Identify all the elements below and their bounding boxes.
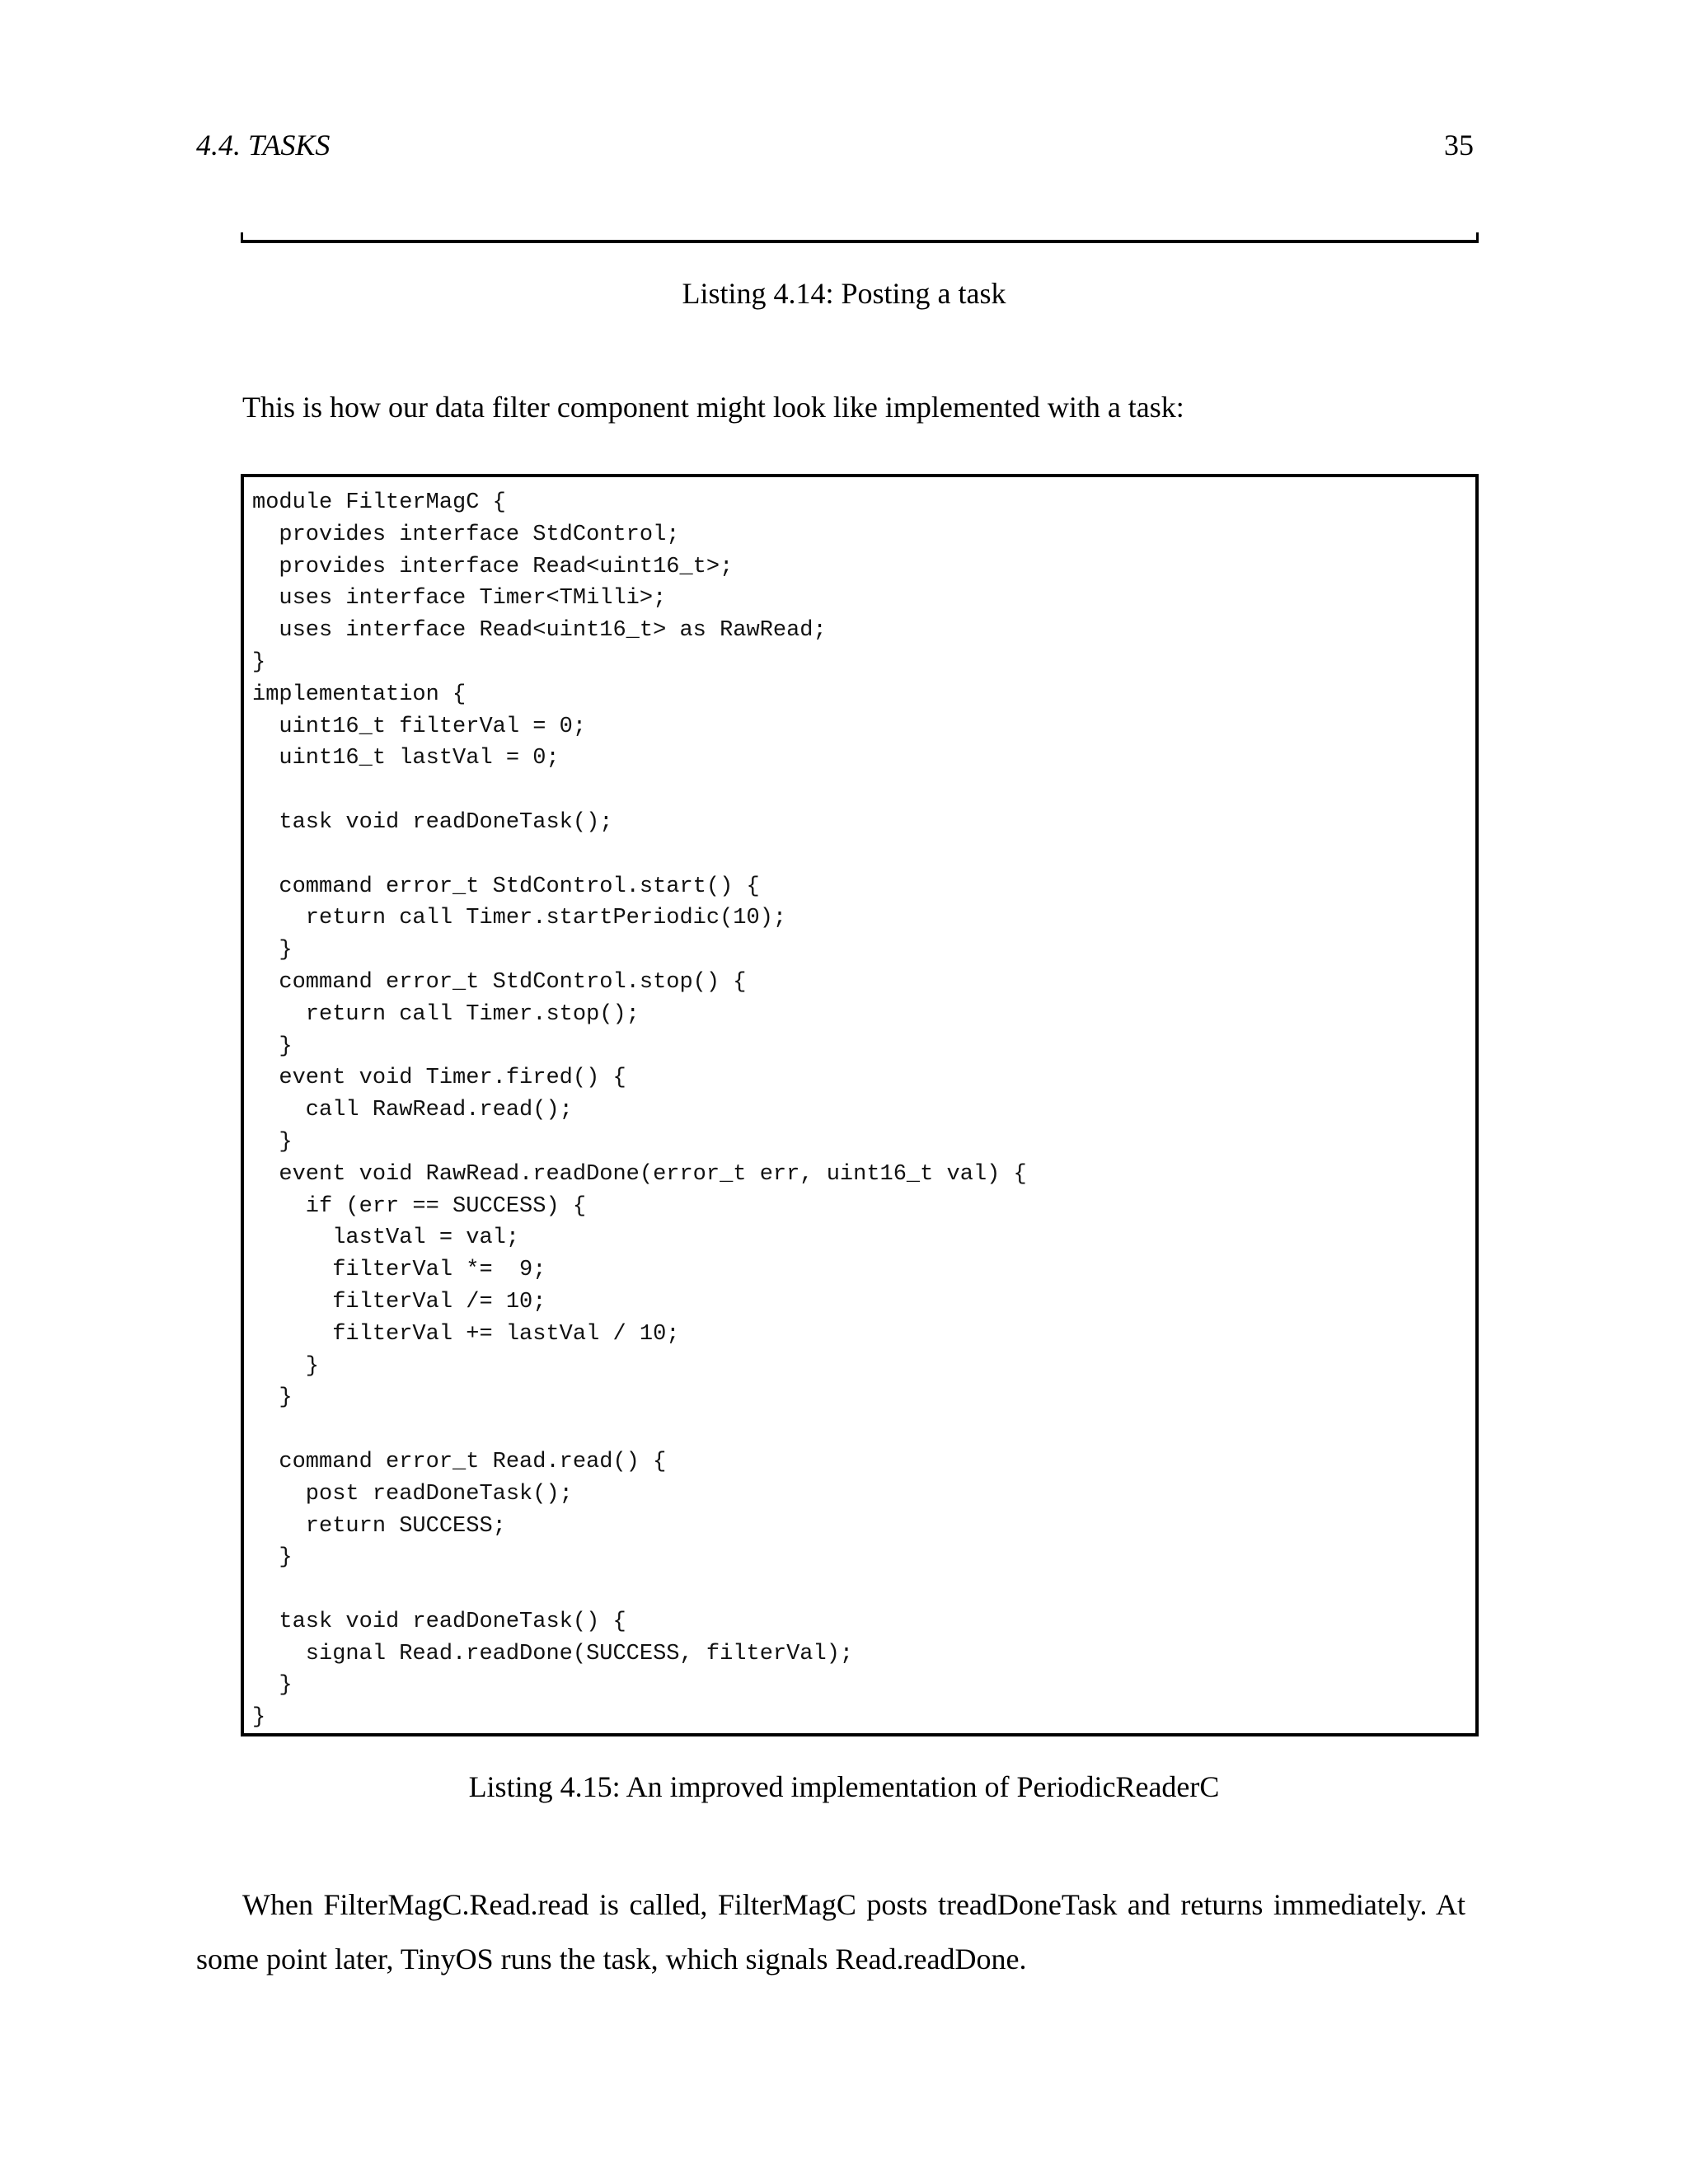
code-line: } (252, 938, 293, 963)
code-line: return call Timer.stop(); (252, 1001, 640, 1027)
code-line: } (252, 1673, 293, 1699)
code-line: } (252, 649, 266, 675)
code-line: return SUCCESS; (252, 1513, 506, 1539)
listing-caption-previous: Listing 4.14: Posting a task (682, 277, 1006, 310)
code-line: task void readDoneTask(); (252, 809, 613, 835)
intro-paragraph: This is how our data filter component might look like implemented with a task: (242, 391, 1184, 424)
code-line: } (252, 1705, 266, 1731)
code-line: } (252, 1033, 293, 1059)
code-line: implementation { (252, 682, 467, 707)
code-line: uses interface Read<uint16_t> as RawRead; (252, 618, 827, 644)
code-line: task void readDoneTask() { (252, 1609, 626, 1634)
code-line: } (252, 1385, 293, 1411)
code-line: uint16_t lastVal = 0; (252, 746, 560, 771)
previous-listing-frame-bottom (241, 232, 1479, 243)
closing-paragraph: When FilterMagC.Read.read is called, FilterMagC posts treadDoneTask and returns immediately. At some point later, TinyOS runs the task, which signals Read.readDone. (196, 1888, 1465, 1975)
code-line (252, 1414, 1475, 1446)
code-line: } (252, 1545, 293, 1571)
code-line: return call Timer.startPeriodic(10); (252, 906, 787, 931)
code-line: command error_t StdControl.start() { (252, 874, 760, 899)
code-line: filterVal += lastVal / 10; (252, 1321, 680, 1347)
code-line: provides interface StdControl; (252, 522, 680, 547)
code-line: uses interface Timer<TMilli>; (252, 586, 667, 612)
code-line: filterVal *= 9; (252, 1258, 546, 1283)
code-line: command error_t Read.read() { (252, 1449, 667, 1474)
code-line: signal Read.readDone(SUCCESS, filterVal); (252, 1641, 854, 1666)
code-line: call RawRead.read(); (252, 1098, 573, 1123)
code-line: module FilterMagC { (252, 490, 506, 515)
code-line: uint16_t filterVal = 0; (252, 714, 587, 739)
running-head: 4.4. TASKS (196, 129, 331, 162)
code-listing (241, 474, 1479, 1736)
code-line (252, 839, 1475, 871)
code-line: command error_t StdControl.stop() { (252, 969, 747, 995)
listing-caption: Listing 4.15: An improved implementation of PeriodicReaderC (468, 1770, 1220, 1803)
code-line (252, 775, 1475, 807)
code-line: lastVal = val; (252, 1226, 520, 1251)
code-line: if (err == SUCCESS) { (252, 1193, 587, 1219)
code-line: filterVal /= 10; (252, 1289, 546, 1315)
page-number: 35 (1444, 129, 1474, 162)
code-line: } (252, 1353, 320, 1379)
code-line: } (252, 1129, 293, 1155)
code-line: event void Timer.fired() { (252, 1066, 626, 1091)
code-line (252, 1574, 1475, 1606)
code-line: provides interface Read<uint16_t>; (252, 554, 734, 579)
code-line: post readDoneTask(); (252, 1481, 573, 1507)
code-line: event void RawRead.readDone(error_t err, uint16_t val) { (252, 1161, 1027, 1187)
